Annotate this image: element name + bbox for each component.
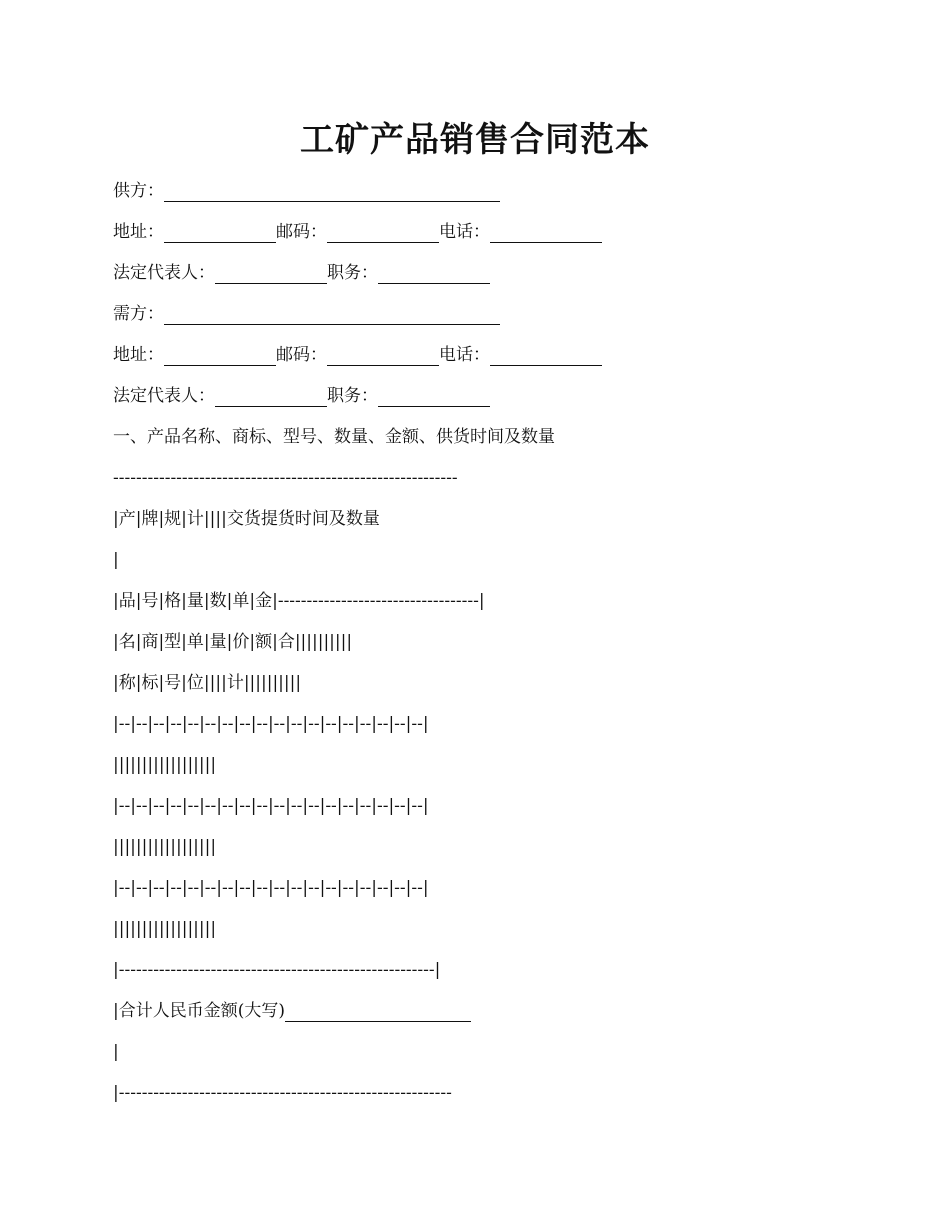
section-1-heading: 一、产品名称、商标、型号、数量、金额、供货时间及数量 (113, 427, 555, 447)
table-line: |名|商|型|单|量|价|额|合|||||||||| (113, 632, 353, 652)
total-amount-line (113, 994, 873, 1035)
document-title: 工矿产品销售合同范本 (300, 120, 650, 160)
buyer-postcode-blank[interactable] (327, 343, 439, 366)
table-line: |||||||||||||||||| (113, 755, 217, 775)
buyer-address-label: 地址： (113, 345, 164, 365)
buyer-phone-label: 电话： (439, 345, 490, 365)
table-line: |称|标|号|位||||计|||||||||| (113, 673, 302, 693)
buyer-label: 需方： (113, 304, 164, 324)
table-line: |||||||||||||||||| (113, 919, 217, 939)
supplier-address-label: 地址： (113, 222, 164, 242)
supplier-phone-label: 电话： (439, 222, 490, 242)
table-line: |--|--|--|--|--|--|--|--|--|--|--|--|--|--|--|--|--|--| (113, 796, 429, 816)
supplier-rep-label: 法定代表人： (113, 263, 215, 283)
supplier-postcode-label: 邮码： (276, 222, 327, 242)
supplier-postcode-blank[interactable] (327, 220, 439, 243)
table-line: |产|牌|规|计||||交货提货时间及数量 (113, 509, 380, 529)
supplier-name-blank[interactable] (164, 179, 500, 202)
table-line: |--|--|--|--|--|--|--|--|--|--|--|--|--|--|--|--|--|--| (113, 714, 429, 734)
table-line: | (113, 550, 119, 570)
table-line: ------------------------------------------------------------ (113, 468, 458, 488)
table-line: | (113, 1042, 119, 1062)
buyer-position-blank[interactable] (378, 384, 490, 407)
table-line: |---------------------------------------------------------- (113, 1083, 452, 1103)
buyer-rep-line (113, 379, 873, 420)
supplier-rep-line (113, 256, 873, 297)
supplier-position-blank[interactable] (378, 261, 490, 284)
supplier-address-blank[interactable] (164, 220, 276, 243)
supplier-line (113, 174, 873, 215)
buyer-rep-label: 法定代表人： (113, 386, 215, 406)
supplier-rep-blank[interactable] (215, 261, 327, 284)
buyer-phone-blank[interactable] (490, 343, 602, 366)
buyer-postcode-label: 邮码： (276, 345, 327, 365)
table-line: |--|--|--|--|--|--|--|--|--|--|--|--|--|--|--|--|--|--| (113, 878, 429, 898)
buyer-name-blank[interactable] (164, 302, 500, 325)
total-amount-blank[interactable] (285, 999, 471, 1022)
buyer-position-label: 职务： (327, 386, 378, 406)
table-line: |品|号|格|量|数|单|金|-----------------------------------| (113, 591, 485, 611)
buyer-address-line (113, 338, 873, 379)
supplier-phone-blank[interactable] (490, 220, 602, 243)
total-amount-label: |合计人民币金额(大写) (113, 1001, 285, 1021)
supplier-address-line (113, 215, 873, 256)
supplier-label: 供方： (113, 181, 164, 201)
buyer-address-blank[interactable] (164, 343, 276, 366)
supplier-position-label: 职务： (327, 263, 378, 283)
buyer-line (113, 297, 873, 338)
table-line: |-------------------------------------------------------| (113, 960, 441, 980)
table-line: |||||||||||||||||| (113, 837, 217, 857)
document-body (113, 174, 873, 1117)
buyer-rep-blank[interactable] (215, 384, 327, 407)
